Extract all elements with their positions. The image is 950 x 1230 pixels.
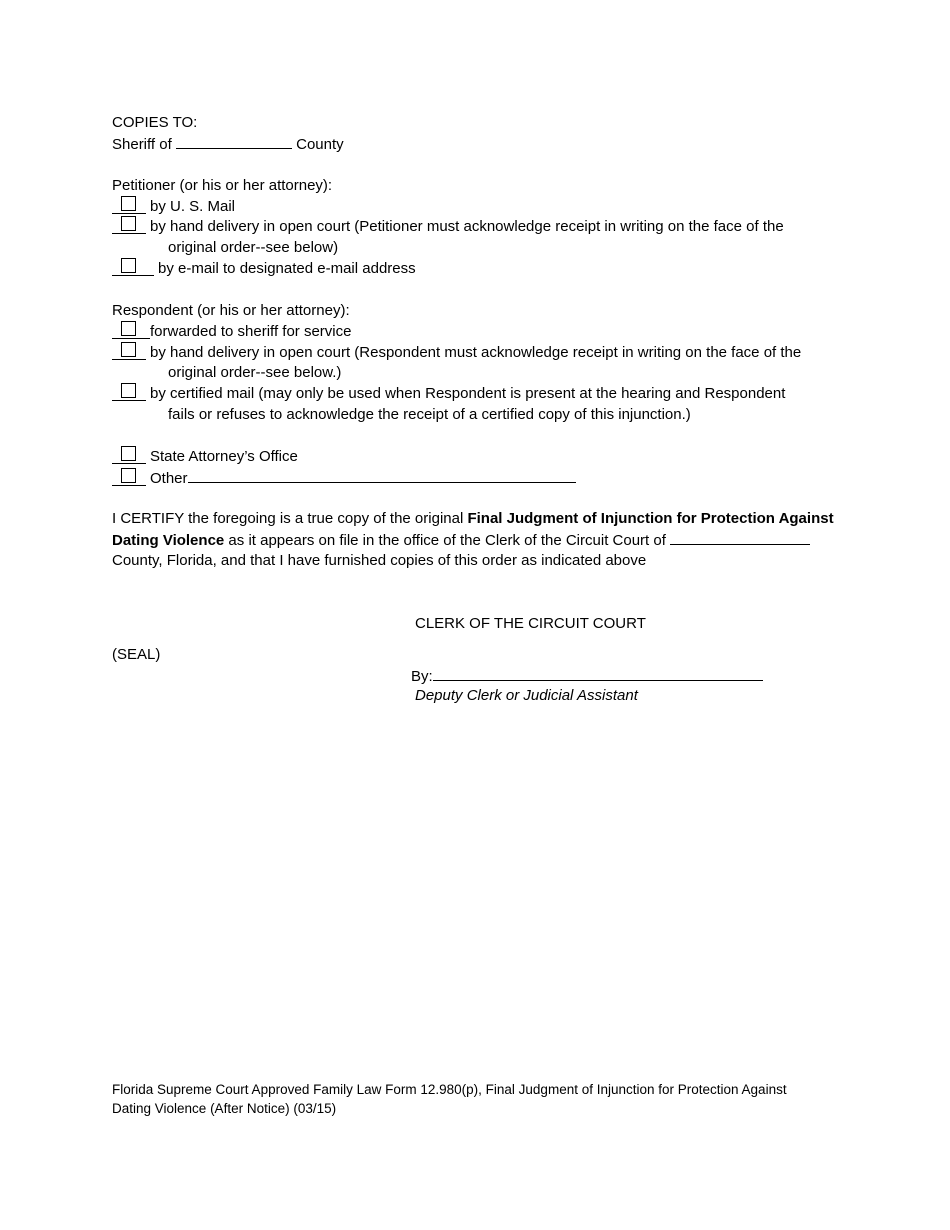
certification-line-3: County, Florida, and that I have furnished copies of this order as indicated above bbox=[112, 552, 647, 569]
respondent-option-sheriff: forwarded to sheriff for service bbox=[112, 321, 351, 342]
petitioner-option-hand-cont: original order--see below) bbox=[168, 239, 339, 256]
petitioner-heading: Petitioner (or his or her attorney): bbox=[112, 177, 333, 194]
respondent-option-certified: by certified mail (may only be used when Respondent is present at the hearing and Respondent bbox=[112, 383, 785, 404]
by-label: By: bbox=[411, 668, 433, 685]
respondent-option-hand-cont: original order--see below.) bbox=[168, 364, 342, 381]
certification-line-2: Dating Violence as it appears on file in the office of the Clerk of the Circuit Court of bbox=[112, 529, 810, 550]
petitioner-hand-checkbox[interactable] bbox=[121, 216, 136, 231]
respondent-option-hand: by hand delivery in open court (Respondent must acknowledge receipt in writing on the face of the bbox=[112, 342, 801, 363]
petitioner-email-checkbox-line bbox=[112, 258, 154, 276]
petitioner-email-checkbox[interactable] bbox=[121, 258, 136, 273]
clerk-county-blank[interactable] bbox=[670, 529, 810, 545]
respondent-certified-checkbox[interactable] bbox=[121, 383, 136, 398]
footer-line-1: Florida Supreme Court Approved Family Law Form 12.980(p), Final Judgment of Injunction for Protection Against bbox=[112, 1082, 787, 1097]
other-option: Other bbox=[112, 467, 576, 488]
respondent-sheriff-checkbox[interactable] bbox=[121, 321, 136, 336]
deputy-caption: Deputy Clerk or Judicial Assistant bbox=[415, 687, 638, 704]
state-attorney-checkbox-line bbox=[112, 446, 146, 464]
by-signature-line bbox=[411, 665, 763, 686]
certification-line-1: I CERTIFY the foregoing is a true copy of the original Final Judgment of Injunction for Protection Against bbox=[112, 510, 834, 527]
form-title-bold-cont: Dating Violence bbox=[112, 532, 225, 549]
respondent-certified-checkbox-line bbox=[112, 383, 146, 401]
sheriff-line bbox=[112, 133, 344, 154]
petitioner-hand-checkbox-line bbox=[112, 216, 146, 234]
petitioner-mail-checkbox-line bbox=[112, 196, 146, 214]
sheriff-suffix: County bbox=[296, 136, 344, 153]
petitioner-option-mail: by U. S. Mail bbox=[112, 196, 235, 217]
state-attorney-option: State Attorney’s Office bbox=[112, 446, 298, 467]
respondent-sheriff-checkbox-line bbox=[112, 321, 150, 339]
other-checkbox-line bbox=[112, 468, 146, 486]
respondent-option-certified-cont: fails or refuses to acknowledge the receipt of a certified copy of this injunction.) bbox=[168, 406, 691, 423]
clerk-title: CLERK OF THE CIRCUIT COURT bbox=[415, 615, 646, 632]
respondent-heading: Respondent (or his or her attorney): bbox=[112, 302, 350, 319]
state-attorney-checkbox[interactable] bbox=[121, 446, 136, 461]
petitioner-option-hand: by hand delivery in open court (Petitioner must acknowledge receipt in writing on the face of the bbox=[112, 216, 784, 237]
other-checkbox[interactable] bbox=[121, 468, 136, 483]
signature-blank[interactable] bbox=[433, 665, 763, 681]
petitioner-option-email: by e-mail to designated e-mail address bbox=[112, 258, 416, 279]
other-recipient-blank[interactable] bbox=[188, 467, 576, 483]
sheriff-prefix: Sheriff of bbox=[112, 136, 172, 153]
seal-label: (SEAL) bbox=[112, 646, 161, 663]
sheriff-county-blank[interactable] bbox=[176, 133, 292, 149]
footer-line-2: Dating Violence (After Notice) (03/15) bbox=[112, 1101, 337, 1116]
respondent-hand-checkbox[interactable] bbox=[121, 342, 136, 357]
petitioner-mail-checkbox[interactable] bbox=[121, 196, 136, 211]
form-title-bold: Final Judgment of Injunction for Protection Against bbox=[467, 510, 834, 527]
respondent-hand-checkbox-line bbox=[112, 342, 146, 360]
copies-to-heading: COPIES TO: bbox=[112, 114, 198, 131]
